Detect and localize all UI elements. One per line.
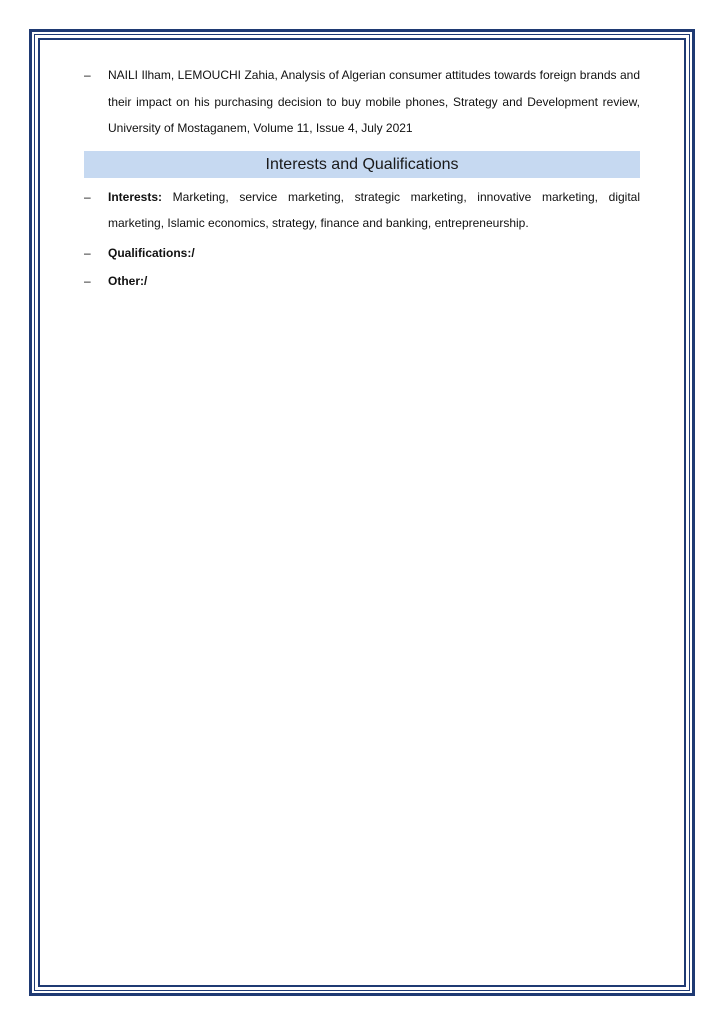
other-list-item <box>84 267 640 295</box>
dash-bullet-icon: – <box>84 273 91 288</box>
interests-list-item <box>84 184 640 237</box>
publication-text: NAILI Ilham, LEMOUCHI Zahia, Analysis of Algerian consumer attitudes towards foreign brands and their impact on his purchasing decision to buy mobile phones, Strategy and Development review, University of Mostaganem, Volume 11, Issue 4, July 2021 <box>108 68 640 135</box>
qualifications-list-item <box>84 239 640 267</box>
dash-bullet-icon: – <box>84 245 91 260</box>
section-heading <box>84 151 640 178</box>
page-content <box>84 62 640 295</box>
dash-bullet-icon: – <box>84 68 91 82</box>
qualifications-label: Qualifications:/ <box>108 245 195 260</box>
other-label: Other:/ <box>108 273 148 288</box>
interests-label: Interests: <box>108 189 163 204</box>
section-title: Interests and Qualifications <box>265 155 459 173</box>
interests-text: Marketing, service marketing, strategic marketing, innovative marketing, digital marketing, Islamic economics, strategy, finance and banking, entrepreneurship. <box>108 189 640 230</box>
dash-bullet-icon: – <box>84 189 91 204</box>
publication-list-item <box>84 62 640 142</box>
